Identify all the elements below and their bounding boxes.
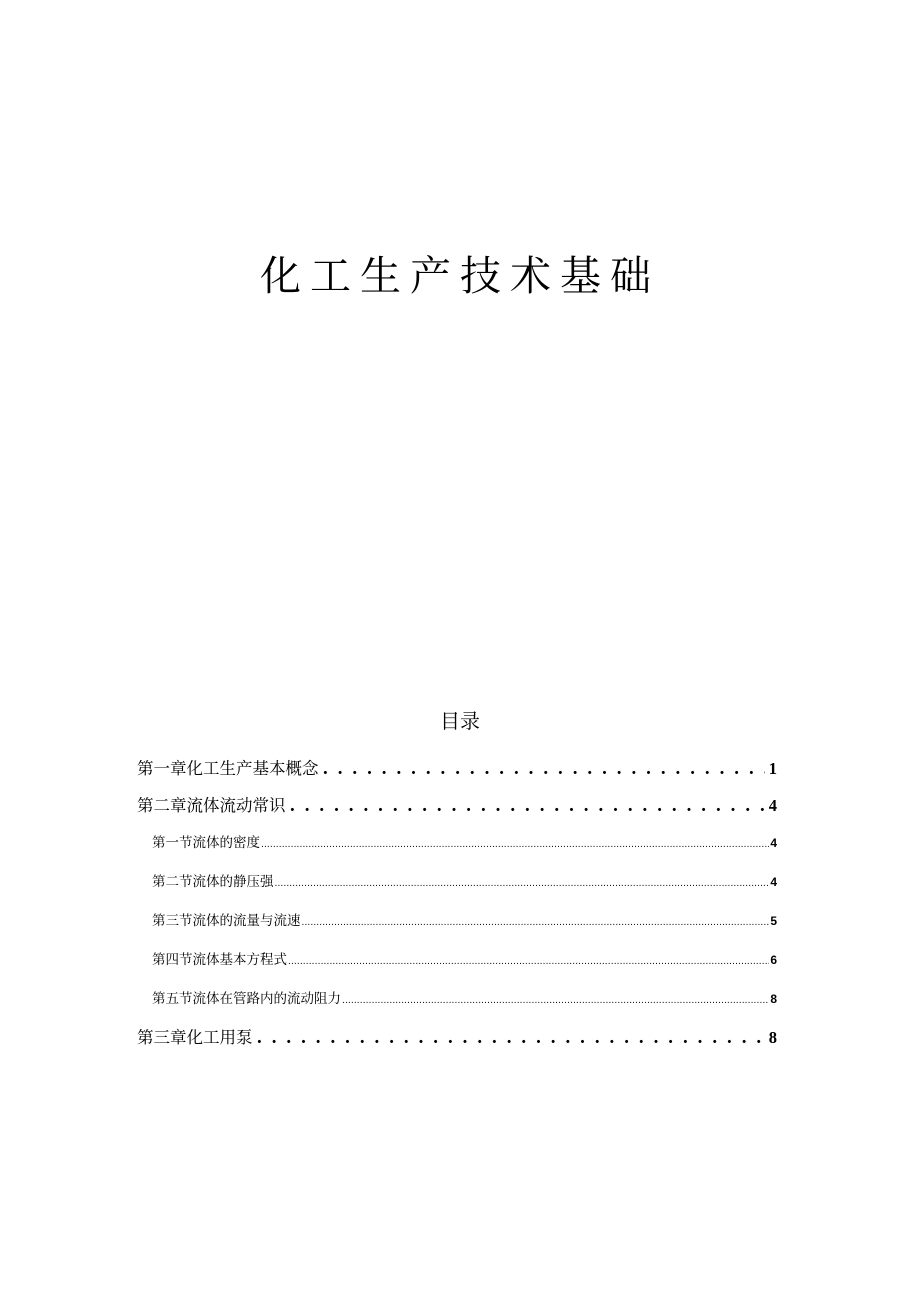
toc-page-number: 8 — [770, 992, 777, 1006]
toc-page-number: 1 — [768, 759, 777, 778]
toc-dot-leader — [323, 750, 765, 787]
toc-entry-title: 第四节流体基本方程式 — [152, 952, 287, 968]
toc-heading: 目录 — [440, 709, 480, 733]
toc-dot-leader — [275, 863, 770, 902]
toc-entry-section-2-2[interactable] — [137, 863, 777, 902]
toc-entry-section-2-3[interactable] — [137, 902, 777, 941]
toc-entry-title: 第一章化工生产基本概念 — [137, 759, 319, 778]
toc-entry-title: 第一节流体的密度 — [152, 835, 260, 851]
toc-dot-leader — [290, 787, 765, 824]
toc-dot-leader — [302, 902, 770, 941]
table-of-contents — [137, 750, 777, 1056]
toc-entry-section-2-5[interactable] — [137, 980, 777, 1019]
toc-dot-leader — [342, 980, 769, 1019]
toc-dot-leader — [261, 824, 769, 863]
toc-entry-chapter-1[interactable] — [137, 750, 777, 787]
toc-entry-chapter-2[interactable] — [137, 787, 777, 824]
toc-page-number: 5 — [770, 914, 777, 928]
toc-entry-section-2-1[interactable] — [137, 824, 777, 863]
document-title: 化工生产技术基础 — [260, 252, 660, 300]
toc-entry-title: 第二节流体的静压强 — [152, 874, 274, 890]
toc-entry-section-2-4[interactable] — [137, 941, 777, 980]
toc-dot-leader — [288, 941, 769, 980]
toc-page-number: 8 — [768, 1028, 777, 1047]
toc-entry-title: 第三节流体的流量与流速 — [152, 913, 301, 929]
toc-entry-chapter-3[interactable] — [137, 1019, 777, 1056]
toc-page-number: 4 — [770, 836, 777, 850]
toc-entry-title: 第五节流体在管路内的流动阻力 — [152, 991, 341, 1007]
toc-entry-title: 第三章化工用泵 — [137, 1028, 253, 1047]
toc-page-number: 6 — [770, 953, 777, 967]
toc-entry-title: 第二章流体流动常识 — [137, 796, 286, 815]
toc-page-number: 4 — [770, 875, 777, 889]
toc-page-number: 4 — [768, 796, 777, 815]
toc-dot-leader — [257, 1019, 765, 1056]
